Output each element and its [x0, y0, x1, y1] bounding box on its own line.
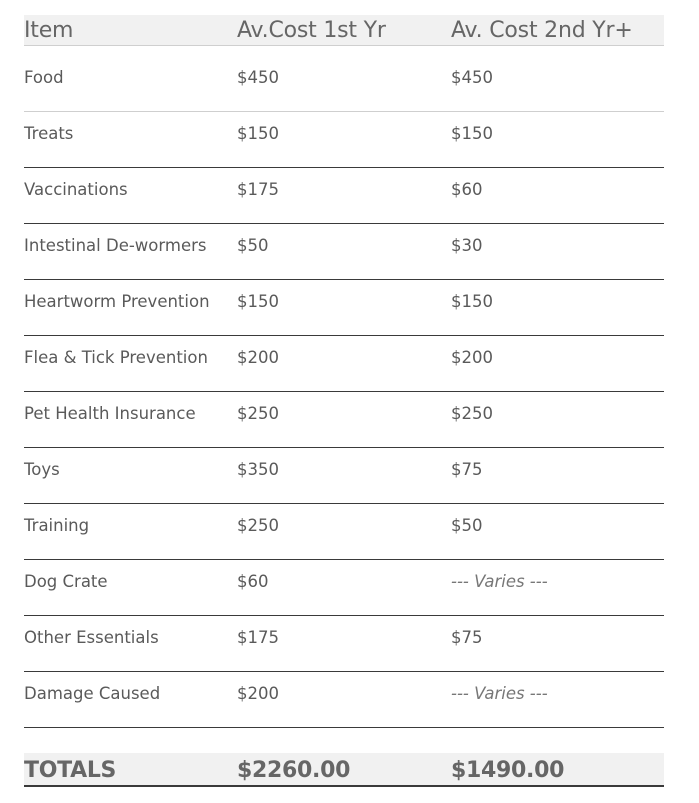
table-row [24, 336, 664, 392]
totals-year1: $2260.00 [237, 753, 451, 786]
cell-year2: $450 [451, 56, 664, 112]
cell-year1: $250 [237, 392, 451, 448]
cell-year2: $50 [451, 504, 664, 560]
header-item: Item [24, 15, 237, 46]
table-row [24, 112, 664, 168]
cell-year2: --- Varies --- [451, 560, 664, 616]
table-row [24, 560, 664, 616]
cell-year2: $75 [451, 448, 664, 504]
cell-year2: $150 [451, 280, 664, 336]
cell-year2: $60 [451, 168, 664, 224]
cell-year2: --- Varies --- [451, 672, 664, 728]
cell-item: Dog Crate [24, 560, 237, 616]
cell-year1: $50 [237, 224, 451, 280]
cell-item: Vaccinations [24, 168, 237, 224]
totals-label: TOTALS [24, 753, 237, 786]
cell-year1: $150 [237, 280, 451, 336]
cell-year2: $75 [451, 616, 664, 672]
cell-year1: $450 [237, 56, 451, 112]
cell-year2: $150 [451, 112, 664, 168]
cell-year2: $30 [451, 224, 664, 280]
table-row [24, 224, 664, 280]
header-year1: Av.Cost 1st Yr [237, 15, 451, 46]
cell-year1: $150 [237, 112, 451, 168]
cell-year1: $175 [237, 616, 451, 672]
table-row [24, 672, 664, 728]
table-header-row [24, 15, 664, 46]
cell-item: Heartworm Prevention [24, 280, 237, 336]
header-year2: Av. Cost 2nd Yr+ [451, 15, 664, 46]
cell-year1: $200 [237, 336, 451, 392]
cell-item: Training [24, 504, 237, 560]
totals-year2: $1490.00 [451, 753, 664, 786]
cell-year1: $60 [237, 560, 451, 616]
table-row [24, 504, 664, 560]
table-row [24, 392, 664, 448]
table-body [24, 46, 664, 728]
totals-row [24, 753, 664, 786]
table-row [24, 448, 664, 504]
cell-item: Intestinal De-wormers [24, 224, 237, 280]
cell-item: Treats [24, 112, 237, 168]
table-row [24, 56, 664, 112]
cell-item: Toys [24, 448, 237, 504]
cell-year1: $250 [237, 504, 451, 560]
table-row [24, 616, 664, 672]
cell-item: Pet Health Insurance [24, 392, 237, 448]
cell-year1: $175 [237, 168, 451, 224]
cell-item: Food [24, 56, 237, 112]
cell-year1: $200 [237, 672, 451, 728]
cell-year2: $250 [451, 392, 664, 448]
cell-year2: $200 [451, 336, 664, 392]
cell-item: Flea & Tick Prevention [24, 336, 237, 392]
table-row [24, 168, 664, 224]
cell-item: Damage Caused [24, 672, 237, 728]
pet-cost-table [24, 15, 664, 787]
cell-item: Other Essentials [24, 616, 237, 672]
table-row [24, 280, 664, 336]
cell-year1: $350 [237, 448, 451, 504]
